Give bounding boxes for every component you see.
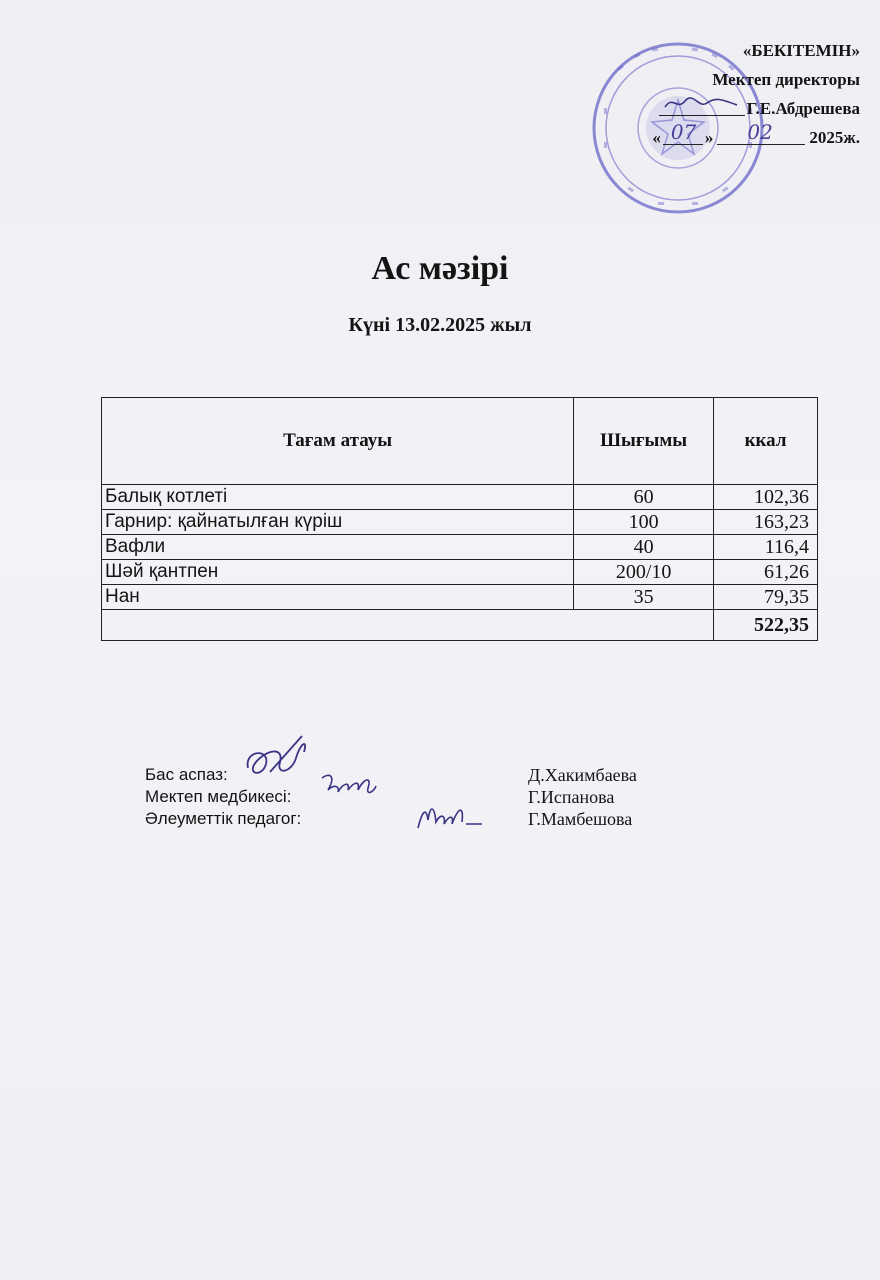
approval-signature-line [560, 94, 860, 123]
director-signature-scribble [659, 91, 745, 113]
dish-kcal: 116,4 [714, 535, 818, 560]
approval-day: 07 [663, 126, 703, 145]
header-kcal: ккал [714, 398, 818, 485]
signature-name: Г.Мамбешова [528, 809, 633, 829]
total-row [102, 610, 818, 641]
dish-name: Гарнир: қайнатылған күріш [102, 510, 574, 535]
director-signature [659, 97, 745, 116]
signature-name: Г.Испанова [528, 787, 615, 807]
table-row [102, 510, 818, 535]
table-row [102, 485, 818, 510]
table-header-row [102, 398, 818, 485]
header-portion: Шығымы [574, 398, 714, 485]
dish-portion: 40 [574, 535, 714, 560]
table-row [102, 535, 818, 560]
signature-row-chef [145, 764, 705, 786]
dish-portion: 100 [574, 510, 714, 535]
approval-block [560, 36, 860, 152]
dish-portion: 60 [574, 485, 714, 510]
dish-kcal: 163,23 [714, 510, 818, 535]
page-title: Ас мәзірі [371, 250, 509, 287]
total-kcal: 522,35 [714, 610, 818, 641]
dish-name: Шәй қантпен [102, 560, 574, 585]
table-row [102, 560, 818, 585]
approval-name: Г.Е.Абдрешева [746, 99, 860, 118]
dish-portion: 35 [574, 585, 714, 610]
signature-role: Мектеп медбикесі: [145, 787, 292, 806]
signature-role: Бас аспаз: [145, 765, 228, 784]
dish-name: Нан [102, 585, 574, 610]
dish-name: Вафли [102, 535, 574, 560]
approval-month: 02 [717, 126, 805, 145]
menu-table [101, 397, 818, 641]
dish-name: Балық котлеті [102, 485, 574, 510]
header-dish-name: Тағам атауы [102, 398, 574, 485]
table-row [102, 585, 818, 610]
dish-kcal: 79,35 [714, 585, 818, 610]
page-date: Күні 13.02.2025 жыл [348, 314, 532, 336]
approval-date: « 07 » 02 2025ж. [652, 120, 860, 147]
approval-year: 2025ж. [809, 128, 860, 147]
approval-heading: «БЕКІТЕМІН» [742, 41, 860, 60]
chef-signature [240, 728, 320, 788]
dish-kcal: 102,36 [714, 485, 818, 510]
dish-portion: 200/10 [574, 560, 714, 585]
signature-name: Д.Хакимбаева [528, 765, 637, 785]
pedagogue-signature [414, 798, 486, 834]
approval-position: Мектеп директоры [712, 70, 860, 89]
signature-role: Әлеуметтік педагог: [145, 809, 302, 828]
nurse-signature [318, 768, 380, 802]
total-label-cell [102, 610, 714, 641]
dish-kcal: 61,26 [714, 560, 818, 585]
